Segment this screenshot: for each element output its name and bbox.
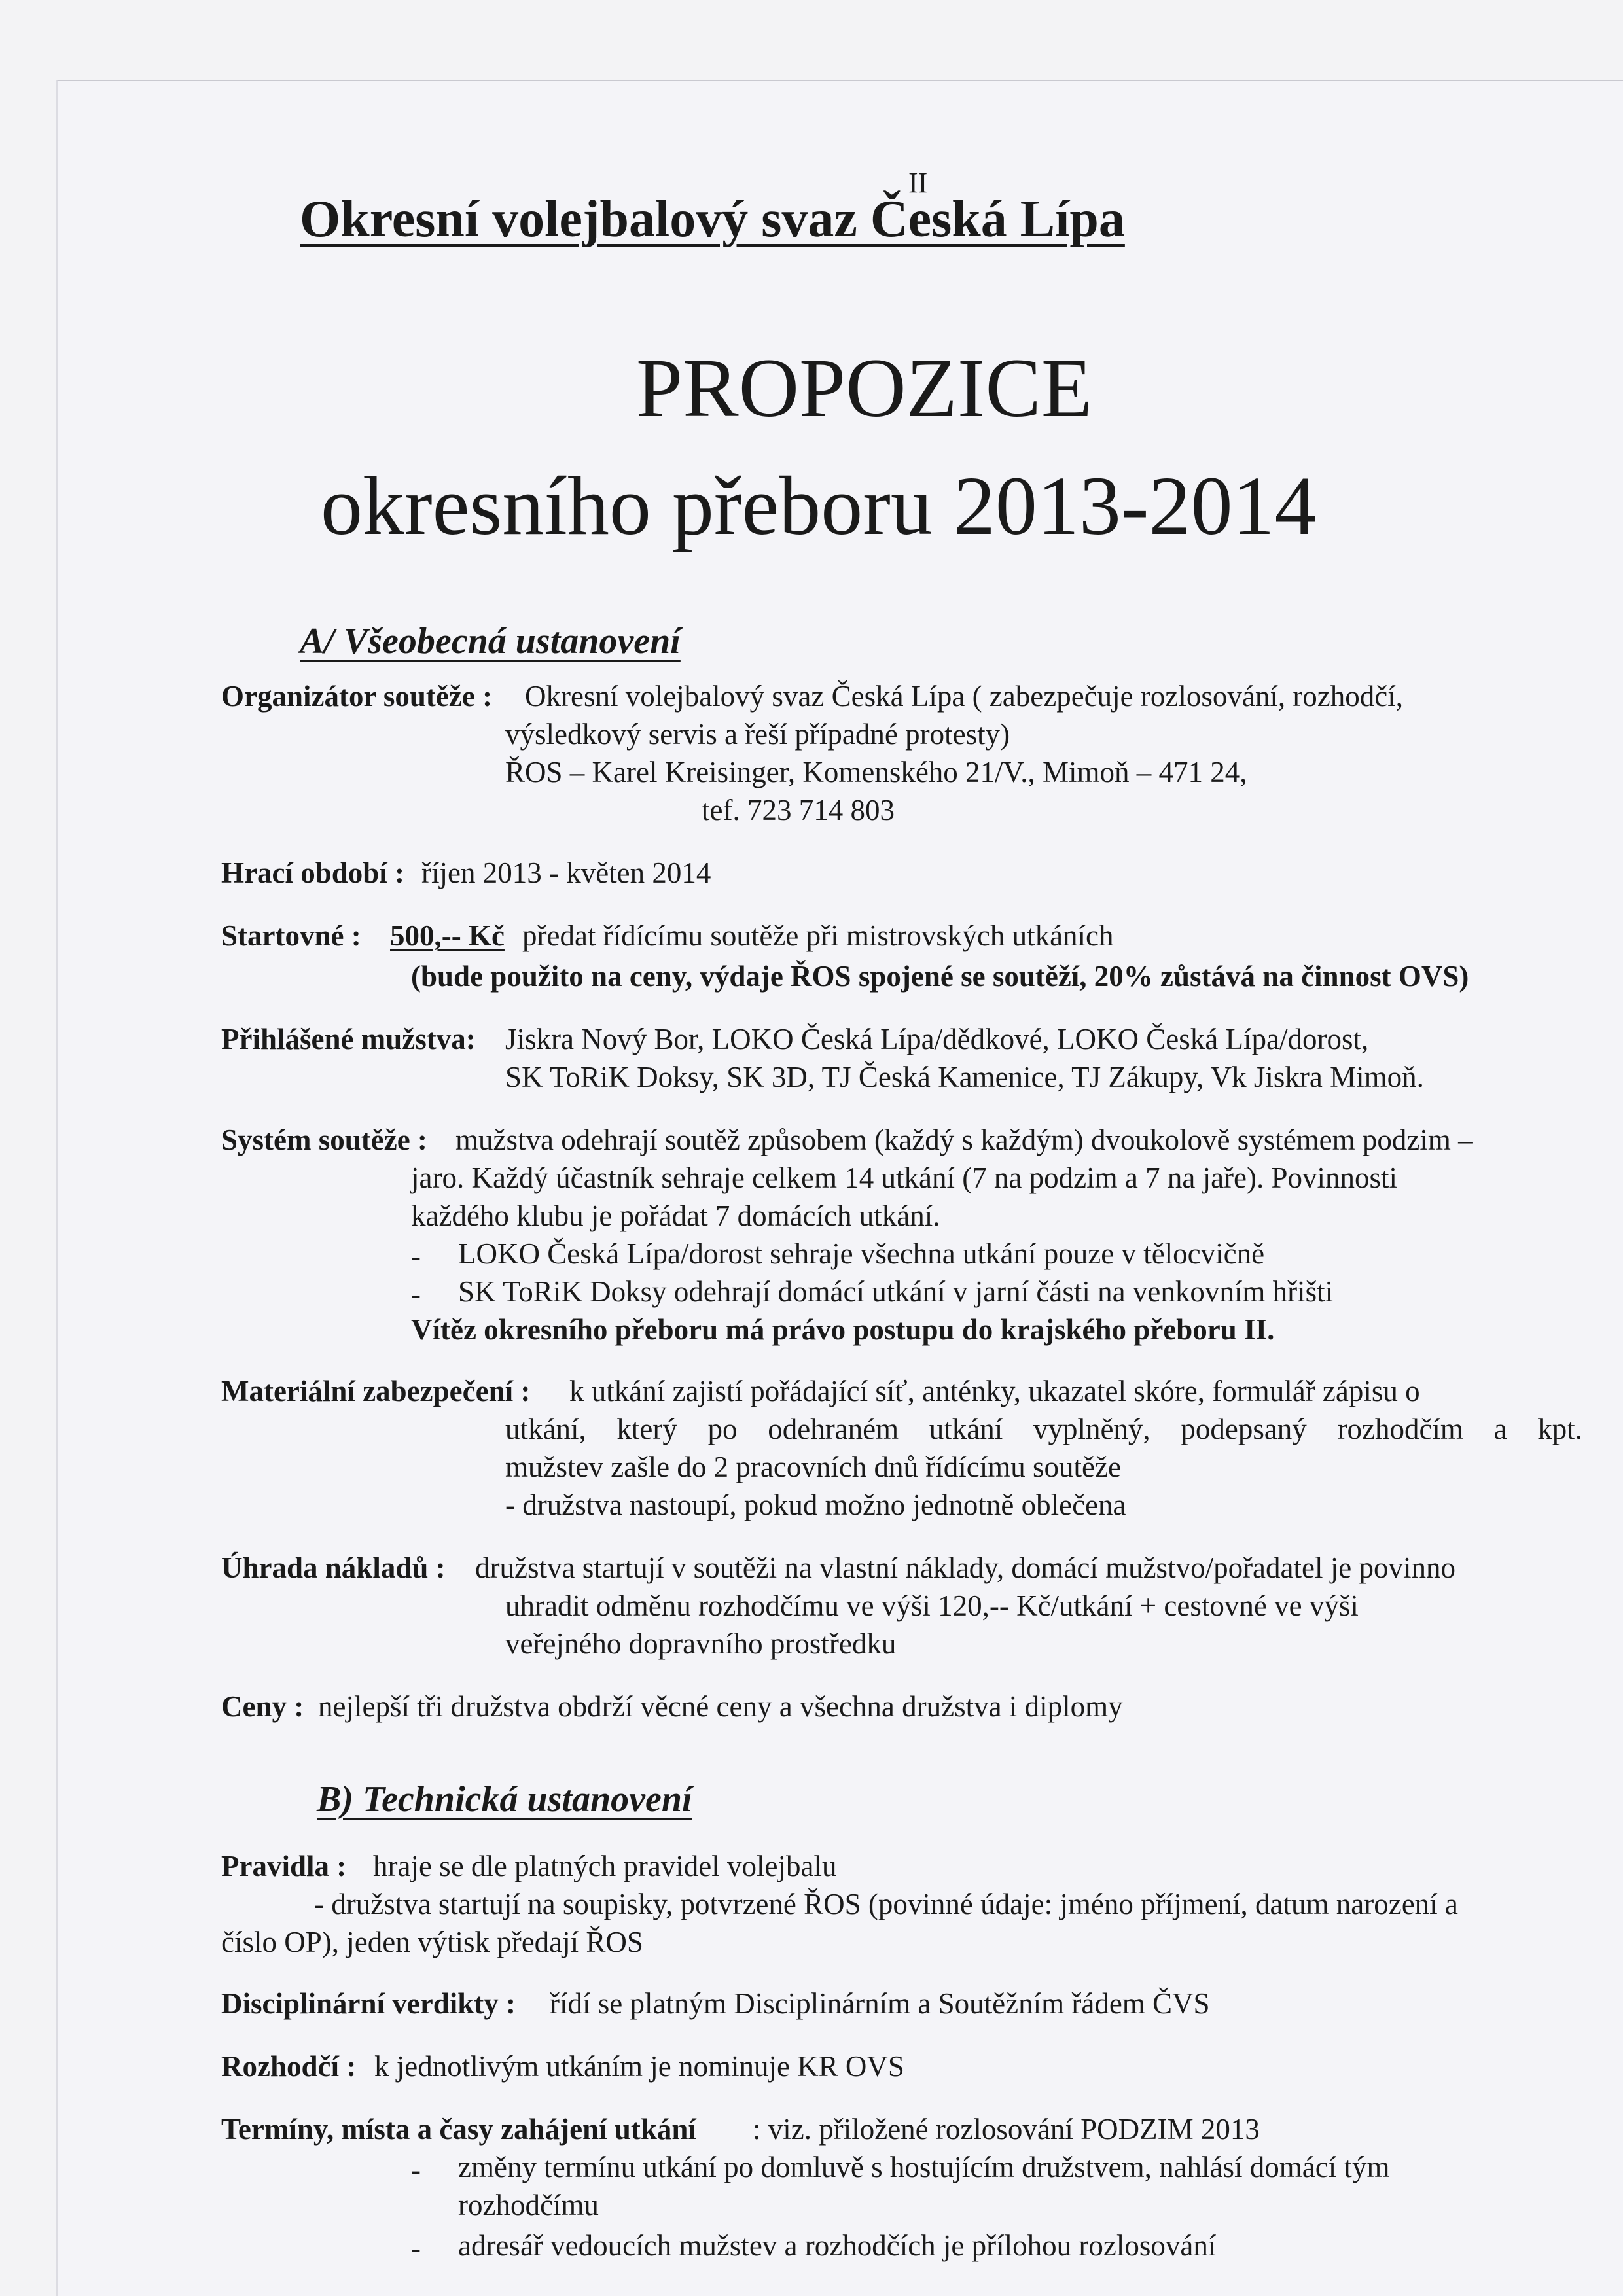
referees-value: k jednotlivým utkáním je nominuje KR OVS: [374, 2050, 904, 2083]
material-label: Materiální zabezpečení :: [221, 1375, 531, 1407]
fee-note: (bude použito na ceny, výdaje ŘOS spojené se soutěží, 20% zůstává na činnost OVS): [411, 960, 1469, 993]
section-b-heading: B) Technická ustanovení: [317, 1779, 692, 1820]
season-value: říjen 2013 - květen 2014: [421, 857, 711, 889]
teams-label: Přihlášené mužstva:: [221, 1023, 476, 1055]
document-title: PROPOZICE: [636, 342, 1092, 434]
fee-amount: 500,-- Kč: [390, 919, 505, 952]
section-a-heading: A/ Všeobecná ustanovení: [300, 621, 681, 662]
system-label: Systém soutěže :: [221, 1123, 427, 1156]
handwritten-mark: II: [908, 167, 928, 199]
system-bullet: SK ToRiK Doksy odehrají domácí utkání v jarní části na venkovním hřišti: [458, 1275, 1334, 1308]
winner-note: Vítěz okresního přeboru má právo postupu do krajského přeboru II.: [411, 1313, 1275, 1346]
bullet-dash: -: [411, 2232, 421, 2265]
rules-label: Pravidla :: [221, 1850, 347, 1882]
fee-label: Startovné :: [221, 919, 361, 952]
fee-text: předat řídícímu soutěže při mistrovských utkáních: [522, 919, 1114, 952]
schedule-bullet: rozhodčímu: [458, 2189, 599, 2221]
material-line: k utkání zajistí pořádající síť, anténky, ukazatel skóre, formulář zápisu o: [569, 1375, 1420, 1407]
discipline-value: řídí se platným Disciplinárním a Soutěžním řádem ČVS: [550, 1987, 1210, 2020]
rules-line: číslo OP), jeden výtisk předají ŘOS: [221, 1926, 643, 1958]
organizer-line: Okresní volejbalový svaz Česká Lípa ( zabezpečuje rozlosování, rozhodčí,: [525, 680, 1404, 713]
organizer-phone: tef. 723 714 803: [702, 794, 895, 826]
organization-title: Okresní volejbalový svaz Česká Lípa: [300, 190, 1125, 248]
schedule-bullet: změny termínu utkání po domluvě s hostujícím družstvem, nahlásí domácí tým: [458, 2151, 1390, 2183]
organizer-contact: ŘOS – Karel Kreisinger, Komenského 21/V., Mimoň – 471 24,: [505, 756, 1247, 788]
teams-line: SK ToRiK Doksy, SK 3D, TJ Česká Kamenice, TJ Zákupy, Vk Jiskra Mimoň.: [505, 1061, 1424, 1093]
system-line: každého klubu je pořádat 7 domácích utkání.: [411, 1199, 940, 1232]
document-subtitle: okresního přeboru 2013-2014: [321, 459, 1317, 552]
teams-line: Jiskra Nový Bor, LOKO Česká Lípa/dědkové, LOKO Česká Lípa/dorost,: [505, 1023, 1369, 1055]
system-bullet: LOKO Česká Lípa/dorost sehraje všechna utkání pouze v tělocvičně: [458, 1237, 1265, 1270]
season-label: Hrací období :: [221, 857, 405, 889]
costs-line: uhradit odměnu rozhodčímu ve výši 120,-- Kč/utkání + cestovné ve výši: [505, 1589, 1359, 1622]
organizer-label: Organizátor soutěže :: [221, 680, 493, 713]
material-line: - družstva nastoupí, pokud možno jednotně oblečena: [505, 1489, 1126, 1521]
rules-line: - družstva startují na soupisky, potvrzené ŘOS (povinné údaje: jméno příjmení, datum narození a: [314, 1888, 1458, 1920]
bullet-dash: -: [411, 1240, 421, 1273]
schedule-label: Termíny, místa a časy zahájení utkání: [221, 2113, 696, 2146]
rules-line: hraje se dle platných pravidel volejbalu: [373, 1850, 837, 1882]
referees-label: Rozhodčí :: [221, 2050, 357, 2083]
material-line: utkání, který po odehraném utkání vyplněný, podepsaný rozhodčím a kpt.: [505, 1413, 1582, 1445]
costs-line: družstva startují v soutěži na vlastní náklady, domácí mužstvo/pořadatel je povinno: [475, 1551, 1455, 1584]
costs-label: Úhrada nákladů :: [221, 1551, 446, 1584]
bullet-dash: -: [411, 2153, 421, 2186]
system-line: mužstva odehrají soutěž způsobem (každý s každým) dvoukolově systémem podzim –: [455, 1123, 1473, 1156]
material-line: mužstev zašle do 2 pracovních dnů řídícímu soutěže: [505, 1451, 1121, 1483]
schedule-bullet: adresář vedoucích mužstev a rozhodčích je přílohou rozlosování: [458, 2229, 1217, 2262]
costs-line: veřejného dopravního prostředku: [505, 1627, 897, 1660]
system-line: jaro. Každý účastník sehraje celkem 14 utkání (7 na podzim a 7 na jaře). Povinnosti: [411, 1161, 1398, 1194]
discipline-label: Disciplinární verdikty :: [221, 1987, 516, 2020]
schedule-value: : viz. přiložené rozlosování PODZIM 2013: [753, 2113, 1260, 2146]
organizer-line: výsledkový servis a řeší případné protesty): [505, 718, 1010, 751]
prizes-value: nejlepší tři družstva obdrží věcné ceny a všechna družstva i diplomy: [318, 1690, 1123, 1723]
prizes-label: Ceny :: [221, 1690, 304, 1723]
bullet-dash: -: [411, 1278, 421, 1311]
